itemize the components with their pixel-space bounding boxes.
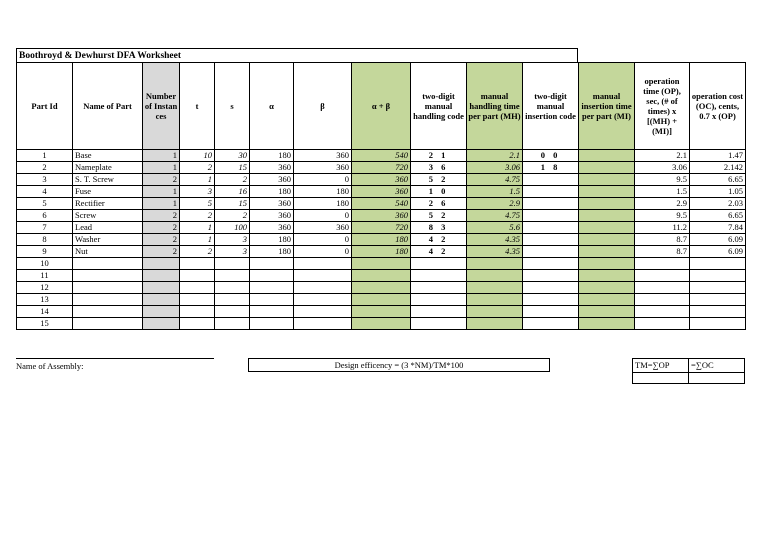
cell-beta[interactable]: 360 — [294, 222, 352, 234]
cell-insertion-code[interactable] — [523, 210, 579, 222]
table-row — [17, 294, 746, 306]
header-insertion-code: two-digit manual insertion code — [523, 63, 579, 150]
cell-alpha-beta[interactable] — [352, 306, 411, 318]
cell-alpha[interactable] — [250, 282, 294, 294]
cell-insertion-code[interactable]: 1 8 — [523, 162, 579, 174]
cell-insertion-code[interactable]: 0 0 — [523, 150, 579, 162]
cell-beta[interactable]: 180 — [294, 186, 352, 198]
table-row — [17, 270, 746, 282]
cell-handling-time[interactable]: 4.75 — [467, 174, 523, 186]
cell-alpha-beta[interactable]: 180 — [352, 234, 411, 246]
cell-part-name[interactable] — [73, 318, 143, 330]
cell-part-id[interactable]: 3 — [17, 174, 73, 186]
cell-op-time[interactable]: 9.5 — [635, 210, 690, 222]
cell-insertion-time[interactable] — [579, 306, 635, 318]
cell-handling-code[interactable] — [411, 306, 467, 318]
cell-part-name[interactable]: Nameplate — [73, 162, 143, 174]
cell-t[interactable]: 5 — [180, 198, 215, 210]
table-row — [17, 186, 746, 198]
table-row — [17, 258, 746, 270]
cell-alpha[interactable] — [250, 258, 294, 270]
cell-handling-time[interactable]: 2.1 — [467, 150, 523, 162]
cell-op-time[interactable] — [635, 258, 690, 270]
cell-handling-time[interactable] — [467, 306, 523, 318]
cell-op-time[interactable] — [635, 318, 690, 330]
cell-handling-time[interactable]: 3.06 — [467, 162, 523, 174]
header-row — [17, 63, 746, 150]
cell-handling-time[interactable]: 2.9 — [467, 198, 523, 210]
cell-insertion-time[interactable] — [579, 246, 635, 258]
cell-alpha-beta[interactable] — [352, 294, 411, 306]
cell-op-cost[interactable] — [690, 282, 746, 294]
cell-op-time[interactable] — [635, 270, 690, 282]
table-row — [17, 162, 746, 174]
cell-part-name[interactable]: Lead — [73, 222, 143, 234]
cell-alpha[interactable]: 360 — [250, 162, 294, 174]
cell-insertion-code[interactable] — [523, 306, 579, 318]
cell-part-id[interactable]: 9 — [17, 246, 73, 258]
cell-op-cost[interactable]: 6.09 — [690, 246, 746, 258]
cell-alpha-beta[interactable] — [352, 318, 411, 330]
cell-part-id[interactable]: 2 — [17, 162, 73, 174]
cell-op-time[interactable]: 2.9 — [635, 198, 690, 210]
cell-part-name[interactable]: Screw — [73, 210, 143, 222]
cell-number[interactable]: 2 — [143, 210, 180, 222]
cell-s[interactable]: 15 — [215, 162, 250, 174]
cell-handling-code[interactable] — [411, 294, 467, 306]
cell-handling-code[interactable]: 2 6 — [411, 198, 467, 210]
cell-s[interactable]: 16 — [215, 186, 250, 198]
cell-handling-code[interactable]: 4 2 — [411, 234, 467, 246]
header-alpha-beta: α + β — [352, 63, 411, 150]
cell-part-name[interactable] — [73, 258, 143, 270]
cell-insertion-code[interactable] — [523, 246, 579, 258]
cell-alpha[interactable]: 360 — [250, 174, 294, 186]
cell-op-cost[interactable]: 1.47 — [690, 150, 746, 162]
cell-part-id[interactable]: 11 — [17, 270, 73, 282]
cell-handling-time[interactable]: 1.5 — [467, 186, 523, 198]
cell-op-cost[interactable] — [690, 270, 746, 282]
cell-handling-time[interactable] — [467, 282, 523, 294]
cell-beta[interactable] — [294, 270, 352, 282]
cell-insertion-code[interactable] — [523, 198, 579, 210]
header-insertion-time: manual insertion time per part (MI) — [579, 63, 635, 150]
header-alpha: α — [250, 63, 294, 150]
total-time-value[interactable] — [633, 373, 689, 384]
cell-insertion-time[interactable] — [579, 282, 635, 294]
cell-s[interactable]: 2 — [215, 174, 250, 186]
table-row — [17, 282, 746, 294]
cell-op-cost[interactable] — [690, 318, 746, 330]
cell-number[interactable] — [143, 270, 180, 282]
cell-part-id[interactable]: 15 — [17, 318, 73, 330]
cell-t[interactable] — [180, 306, 215, 318]
table-row — [17, 234, 746, 246]
cell-op-time[interactable]: 3.06 — [635, 162, 690, 174]
cell-part-id[interactable]: 10 — [17, 258, 73, 270]
cell-part-name[interactable] — [73, 294, 143, 306]
cell-number[interactable]: 2 — [143, 246, 180, 258]
cell-alpha[interactable] — [250, 270, 294, 282]
cell-number[interactable] — [143, 258, 180, 270]
cell-handling-time[interactable] — [467, 318, 523, 330]
table-row — [17, 222, 746, 234]
cell-s[interactable]: 30 — [215, 150, 250, 162]
cell-number[interactable]: 2 — [143, 174, 180, 186]
design-efficiency-box: Design efficency = (3 *NM)/TM*100 — [248, 358, 550, 372]
table-row — [17, 246, 746, 258]
cell-insertion-time[interactable] — [579, 294, 635, 306]
cell-number[interactable] — [143, 306, 180, 318]
cell-handling-code[interactable]: 5 2 — [411, 210, 467, 222]
cell-t[interactable] — [180, 282, 215, 294]
cell-op-time[interactable]: 8.7 — [635, 234, 690, 246]
cell-insertion-time[interactable] — [579, 258, 635, 270]
worksheet-title: Boothroyd & Dewhurst DFA Worksheet — [16, 48, 578, 62]
cell-part-id[interactable]: 14 — [17, 306, 73, 318]
total-cost-value[interactable] — [689, 373, 744, 384]
cell-handling-time[interactable] — [467, 270, 523, 282]
cell-t[interactable]: 1 — [180, 174, 215, 186]
table-row — [17, 306, 746, 318]
cell-number[interactable]: 2 — [143, 234, 180, 246]
cell-alpha[interactable]: 360 — [250, 198, 294, 210]
cell-op-time[interactable] — [635, 306, 690, 318]
cell-part-name[interactable]: Base — [73, 150, 143, 162]
totals-box — [632, 358, 745, 384]
cell-handling-code[interactable] — [411, 270, 467, 282]
cell-op-time[interactable]: 9.5 — [635, 174, 690, 186]
cell-beta[interactable]: 0 — [294, 246, 352, 258]
table-row — [17, 198, 746, 210]
cell-handling-code[interactable]: 8 3 — [411, 222, 467, 234]
total-cost-label: =∑OC — [691, 360, 714, 370]
cell-t[interactable]: 1 — [180, 234, 215, 246]
assembly-name-label: Name of Assembly: — [16, 361, 84, 371]
cell-alpha-beta[interactable]: 720 — [352, 222, 411, 234]
cell-s[interactable] — [215, 270, 250, 282]
cell-alpha-beta[interactable]: 360 — [352, 174, 411, 186]
table-row — [17, 174, 746, 186]
cell-insertion-code[interactable] — [523, 174, 579, 186]
cell-t[interactable]: 1 — [180, 222, 215, 234]
cell-alpha[interactable]: 360 — [250, 210, 294, 222]
cell-op-cost[interactable]: 6.65 — [690, 210, 746, 222]
cell-insertion-time[interactable] — [579, 234, 635, 246]
cell-op-time[interactable]: 8.7 — [635, 246, 690, 258]
cell-s[interactable]: 3 — [215, 246, 250, 258]
cell-insertion-code[interactable] — [523, 318, 579, 330]
cell-part-name[interactable] — [73, 306, 143, 318]
cell-handling-code[interactable]: 4 2 — [411, 246, 467, 258]
cell-s[interactable] — [215, 294, 250, 306]
cell-alpha[interactable] — [250, 306, 294, 318]
cell-s[interactable]: 3 — [215, 234, 250, 246]
header-handling-code: two-digit manual handling code — [411, 63, 467, 150]
cell-part-id[interactable]: 12 — [17, 282, 73, 294]
cell-t[interactable] — [180, 258, 215, 270]
cell-alpha[interactable] — [250, 318, 294, 330]
cell-insertion-code[interactable] — [523, 294, 579, 306]
header-handling-time: manual handling time per part (MH) — [467, 63, 523, 150]
cell-alpha[interactable]: 360 — [250, 222, 294, 234]
cell-s[interactable]: 15 — [215, 198, 250, 210]
cell-part-name[interactable] — [73, 270, 143, 282]
cell-op-cost[interactable]: 2.03 — [690, 198, 746, 210]
cell-t[interactable]: 2 — [180, 246, 215, 258]
cell-op-cost[interactable] — [690, 294, 746, 306]
cell-s[interactable]: 2 — [215, 210, 250, 222]
cell-alpha[interactable]: 180 — [250, 186, 294, 198]
cell-handling-time[interactable]: 4.35 — [467, 246, 523, 258]
cell-part-id[interactable]: 8 — [17, 234, 73, 246]
header-op-cost: operation cost (OC), cents, 0.7 x (OP) — [690, 63, 746, 150]
cell-s[interactable]: 100 — [215, 222, 250, 234]
cell-insertion-time[interactable] — [579, 222, 635, 234]
cell-insertion-code[interactable] — [523, 270, 579, 282]
cell-s[interactable] — [215, 306, 250, 318]
cell-insertion-time[interactable] — [579, 186, 635, 198]
cell-t[interactable] — [180, 270, 215, 282]
cell-insertion-time[interactable] — [579, 318, 635, 330]
cell-beta[interactable] — [294, 282, 352, 294]
cell-handling-code[interactable]: 5 2 — [411, 174, 467, 186]
cell-number[interactable]: 1 — [143, 186, 180, 198]
cell-number[interactable]: 1 — [143, 198, 180, 210]
cell-insertion-time[interactable] — [579, 270, 635, 282]
table-row — [17, 318, 746, 330]
cell-handling-time[interactable] — [467, 294, 523, 306]
cell-insertion-code[interactable] — [523, 234, 579, 246]
cell-part-name[interactable] — [73, 282, 143, 294]
cell-alpha-beta[interactable]: 360 — [352, 210, 411, 222]
cell-beta[interactable]: 360 — [294, 162, 352, 174]
cell-alpha-beta[interactable]: 720 — [352, 162, 411, 174]
cell-insertion-time[interactable] — [579, 210, 635, 222]
cell-number[interactable]: 2 — [143, 222, 180, 234]
cell-op-cost[interactable]: 2.142 — [690, 162, 746, 174]
cell-op-time[interactable]: 1.5 — [635, 186, 690, 198]
cell-beta[interactable] — [294, 318, 352, 330]
cell-beta[interactable]: 360 — [294, 150, 352, 162]
cell-insertion-time[interactable] — [579, 162, 635, 174]
cell-alpha[interactable] — [250, 294, 294, 306]
cell-op-time[interactable]: 2.1 — [635, 150, 690, 162]
cell-op-cost[interactable]: 6.09 — [690, 234, 746, 246]
cell-s[interactable] — [215, 282, 250, 294]
header-t: t — [180, 63, 215, 150]
cell-t[interactable]: 2 — [180, 210, 215, 222]
cell-t[interactable]: 2 — [180, 162, 215, 174]
cell-handling-code[interactable] — [411, 258, 467, 270]
cell-beta[interactable] — [294, 294, 352, 306]
cell-beta[interactable]: 0 — [294, 210, 352, 222]
cell-handling-code[interactable] — [411, 282, 467, 294]
cell-op-time[interactable]: 11.2 — [635, 222, 690, 234]
cell-alpha[interactable]: 180 — [250, 234, 294, 246]
cell-beta[interactable] — [294, 306, 352, 318]
cell-beta[interactable] — [294, 258, 352, 270]
cell-op-cost[interactable] — [690, 258, 746, 270]
cell-number[interactable] — [143, 294, 180, 306]
cell-part-name[interactable]: Washer — [73, 234, 143, 246]
cell-beta[interactable]: 0 — [294, 174, 352, 186]
cell-s[interactable] — [215, 318, 250, 330]
cell-part-name[interactable]: Rectifier — [73, 198, 143, 210]
cell-handling-time[interactable]: 4.75 — [467, 210, 523, 222]
cell-handling-code[interactable]: 1 0 — [411, 186, 467, 198]
cell-t[interactable]: 3 — [180, 186, 215, 198]
cell-t[interactable]: 10 — [180, 150, 215, 162]
header-op-time: operation time (OP), sec, (# of times) x [(MH) + (MI)] — [635, 63, 690, 150]
cell-op-time[interactable] — [635, 282, 690, 294]
cell-part-name[interactable]: S. T. Screw — [73, 174, 143, 186]
cell-op-time[interactable] — [635, 294, 690, 306]
cell-part-id[interactable]: 1 — [17, 150, 73, 162]
header-name: Name of Part — [73, 63, 143, 150]
cell-insertion-time[interactable] — [579, 198, 635, 210]
cell-op-cost[interactable] — [690, 306, 746, 318]
cell-alpha-beta[interactable]: 540 — [352, 198, 411, 210]
cell-t[interactable] — [180, 318, 215, 330]
cell-handling-code[interactable]: 3 6 — [411, 162, 467, 174]
cell-insertion-code[interactable] — [523, 222, 579, 234]
cell-alpha-beta[interactable]: 180 — [352, 246, 411, 258]
table-row — [17, 210, 746, 222]
cell-alpha-beta[interactable] — [352, 258, 411, 270]
cell-alpha-beta[interactable]: 540 — [352, 150, 411, 162]
cell-insertion-time[interactable] — [579, 174, 635, 186]
cell-alpha[interactable]: 180 — [250, 150, 294, 162]
cell-part-name[interactable]: Nut — [73, 246, 143, 258]
cell-beta[interactable]: 0 — [294, 234, 352, 246]
header-part-id: Part Id — [17, 63, 73, 150]
header-s: s — [215, 63, 250, 150]
cell-number[interactable]: 1 — [143, 150, 180, 162]
cell-part-id[interactable]: 5 — [17, 198, 73, 210]
cell-handling-time[interactable]: 4.35 — [467, 234, 523, 246]
cell-op-cost[interactable]: 7.84 — [690, 222, 746, 234]
cell-handling-time[interactable] — [467, 258, 523, 270]
table-row — [17, 150, 746, 162]
cell-number[interactable] — [143, 318, 180, 330]
cell-handling-code[interactable]: 2 1 — [411, 150, 467, 162]
cell-s[interactable] — [215, 258, 250, 270]
cell-alpha-beta[interactable] — [352, 270, 411, 282]
dfa-table — [16, 62, 746, 330]
cell-insertion-code[interactable] — [523, 282, 579, 294]
cell-part-id[interactable]: 4 — [17, 186, 73, 198]
cell-alpha-beta[interactable]: 360 — [352, 186, 411, 198]
header-number: Number of Instances — [143, 63, 180, 150]
cell-alpha[interactable]: 180 — [250, 246, 294, 258]
cell-handling-code[interactable] — [411, 318, 467, 330]
cell-insertion-time[interactable] — [579, 150, 635, 162]
cell-insertion-code[interactable] — [523, 258, 579, 270]
total-time-label: TM=∑OP — [633, 359, 689, 372]
cell-part-id[interactable]: 7 — [17, 222, 73, 234]
cell-part-id[interactable]: 13 — [17, 294, 73, 306]
cell-t[interactable] — [180, 294, 215, 306]
cell-part-name[interactable]: Fuse — [73, 186, 143, 198]
assembly-name-line — [16, 358, 214, 359]
cell-handling-time[interactable]: 5.6 — [467, 222, 523, 234]
cell-op-cost[interactable]: 6.65 — [690, 174, 746, 186]
cell-part-id[interactable]: 6 — [17, 210, 73, 222]
cell-number[interactable]: 1 — [143, 162, 180, 174]
cell-number[interactable] — [143, 282, 180, 294]
cell-beta[interactable]: 180 — [294, 198, 352, 210]
cell-alpha-beta[interactable] — [352, 282, 411, 294]
cell-op-cost[interactable]: 1.05 — [690, 186, 746, 198]
cell-insertion-code[interactable] — [523, 186, 579, 198]
header-beta: β — [294, 63, 352, 150]
